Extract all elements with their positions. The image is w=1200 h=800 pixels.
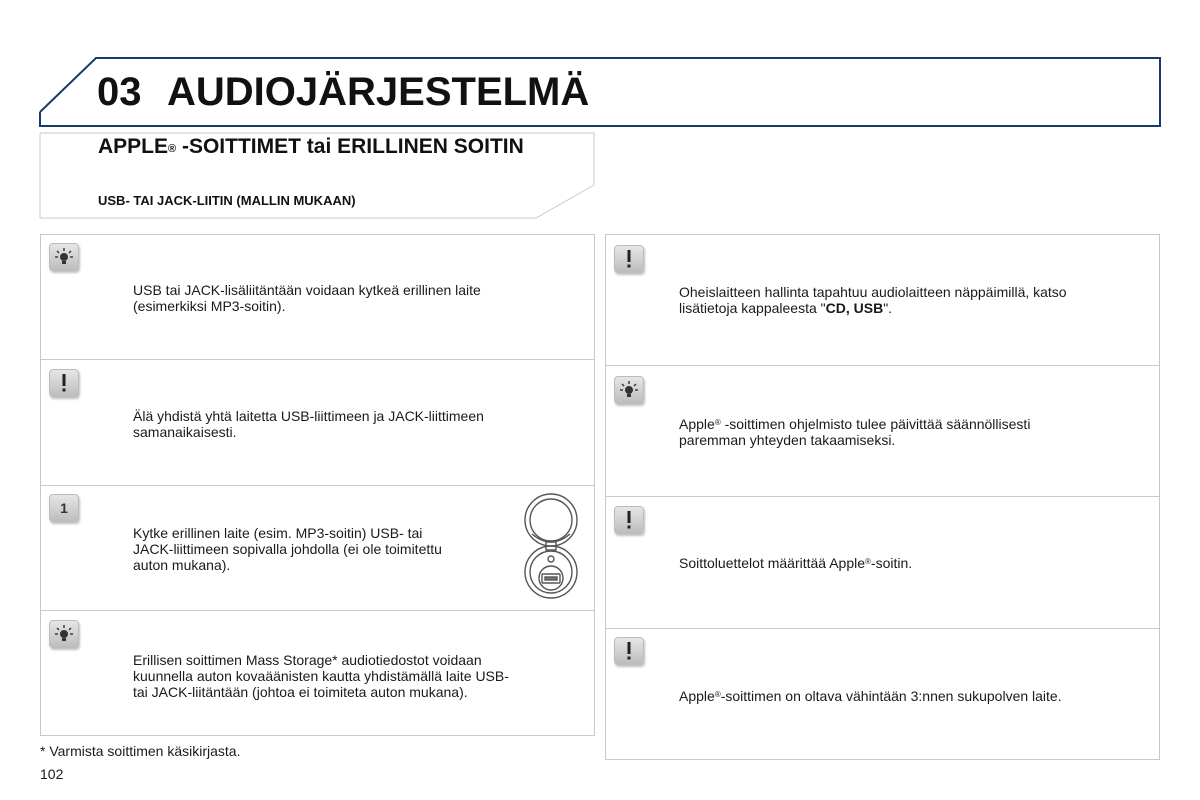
chapter-number: 03 (97, 70, 142, 114)
left-item-4-text: Erillisen soittimen Mass Storage* audiotiedostot voidaan kuunnella auton kovaäänisten kautta yhdistämällä laite USB- tai JACK-liitäntään (johtoa ei toimiteta auton mukana). (133, 652, 509, 700)
left-item-3-text: Kytke erillinen laite (esim. MP3-soitin) USB- tai JACK-liittimeen sopivalla johdolla (ei ole toimitettu auton mukana). (133, 525, 442, 573)
section-title: APPLE® -SOITTIMET tai ERILLINEN SOITIN (98, 135, 524, 158)
chapter-title: AUDIOJÄRJESTELMÄ (167, 70, 590, 114)
right-divider-1 (605, 365, 1160, 366)
right-item-3-text: Soittoluettelot määrittää Apple®-soitin. (679, 555, 913, 571)
right-item-2-text: Apple® -soittimen ohjelmisto tulee päivittää säännöllisesti paremman yhteyden takaamiseksi. (679, 416, 1031, 448)
left-divider-3 (40, 610, 595, 611)
exclamation-icon (614, 637, 644, 665)
bulb-icon (49, 243, 79, 271)
left-item-1-text: USB tai JACK-lisäliitäntään voidaan kytkeä erillinen laite (esimerkiksi MP3-soitin). (133, 282, 481, 314)
exclamation-icon (614, 506, 644, 534)
left-divider-1 (40, 359, 595, 360)
exclamation-icon (614, 245, 644, 273)
right-divider-2 (605, 496, 1160, 497)
footnote: * Varmista soittimen käsikirjasta. (40, 743, 241, 759)
section-subtitle: USB- TAI JACK-LIITIN (MALLIN MUKAAN) (98, 193, 356, 208)
usb-socket-illustration (518, 490, 584, 602)
right-item-4-text: Apple®-soittimen on oltava vähintään 3:nnen sukupolven laite. (679, 688, 1062, 704)
right-item-1-text: Oheislaitteen hallinta tapahtuu audiolaitteen näppäimillä, katso lisätietoja kappaleesta "CD, USB". (679, 284, 1067, 316)
page-number: 102 (40, 766, 64, 782)
bulb-icon (49, 620, 79, 648)
left-item-2-text: Älä yhdistä yhtä laitetta USB-liittimeen ja JACK-liittimeen samanaikaisesti. (133, 408, 484, 440)
left-divider-2 (40, 485, 595, 486)
step-number-badge: 1 (49, 494, 79, 522)
exclamation-icon (49, 369, 79, 397)
bulb-icon (614, 376, 644, 404)
right-divider-3 (605, 628, 1160, 629)
